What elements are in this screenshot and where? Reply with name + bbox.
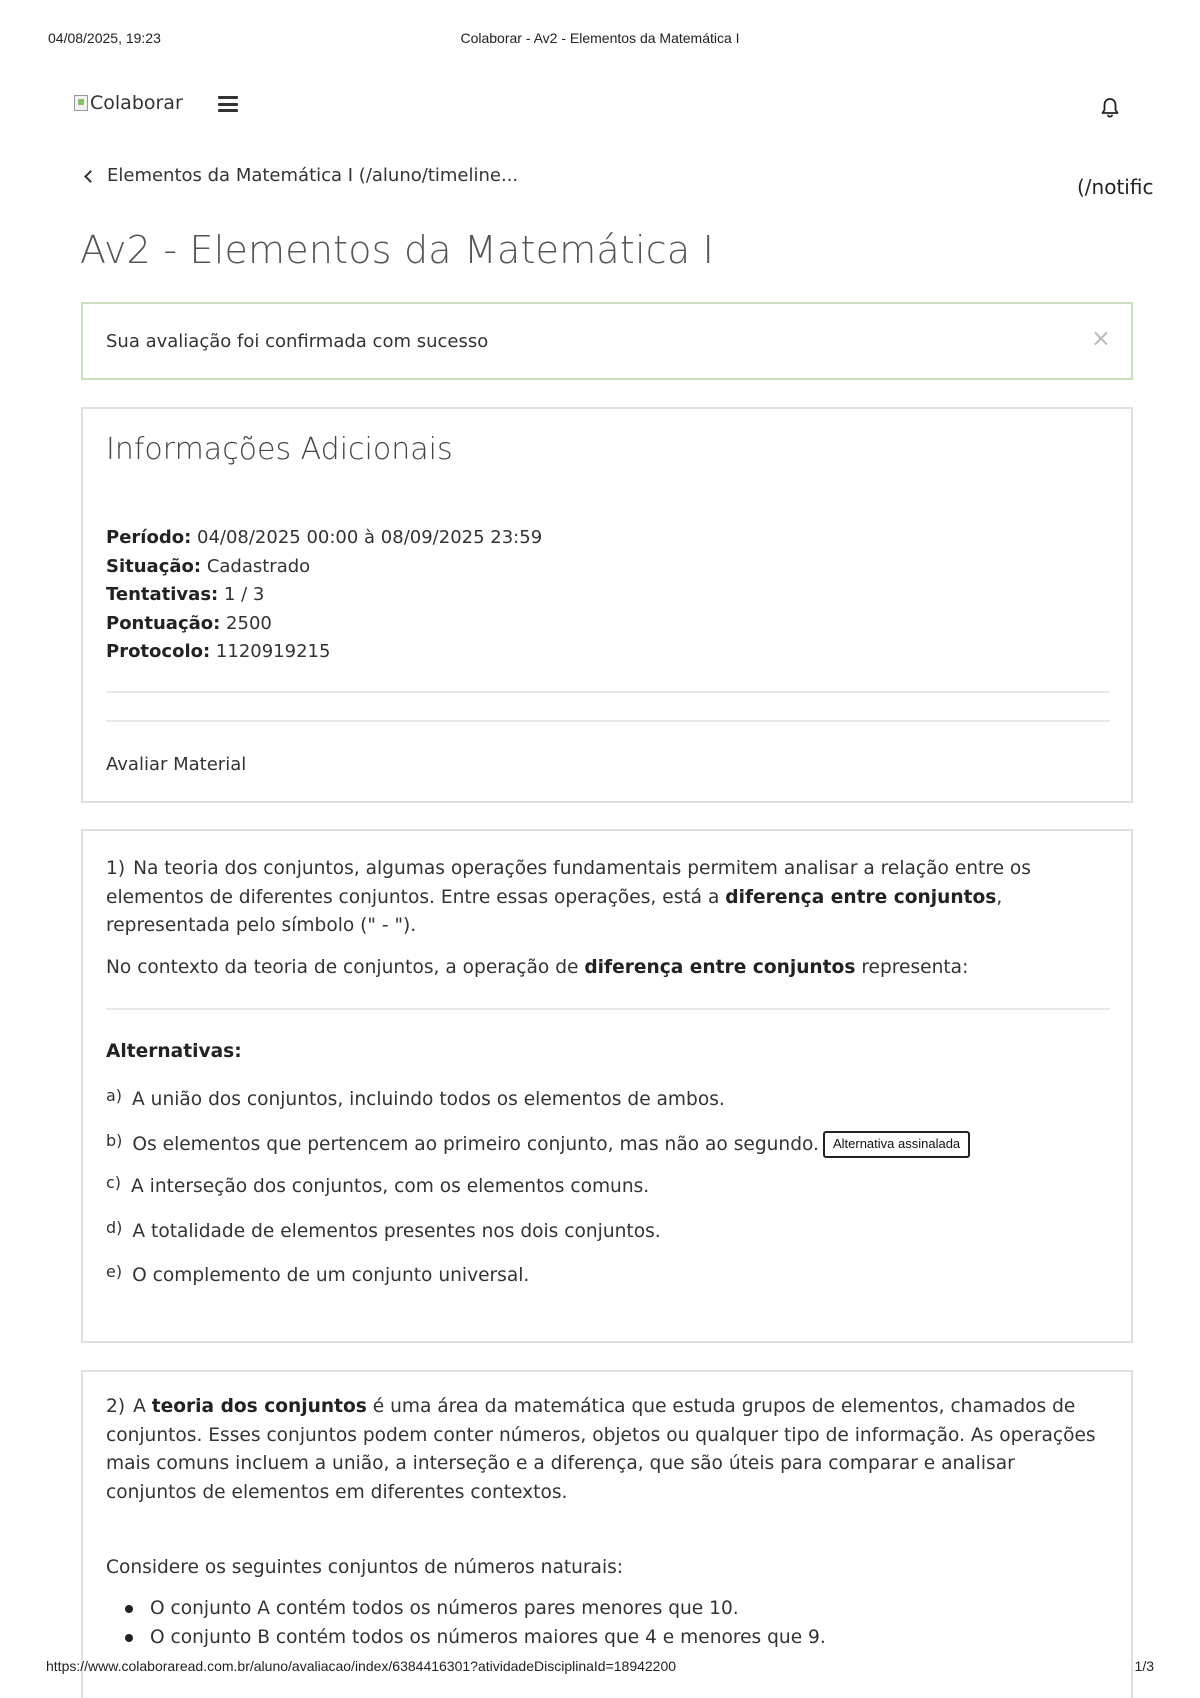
list-item: O conjunto B contém todos os números maiores que 4 e menores que 9. xyxy=(150,1623,826,1652)
alert-message: Sua avaliação foi confirmada com sucesso xyxy=(106,331,489,352)
close-icon[interactable]: × xyxy=(1090,324,1111,352)
breadcrumb-back-link[interactable] xyxy=(86,165,518,186)
question-2-prompt: Considere os seguintes conjuntos de números naturais: xyxy=(106,1557,624,1578)
print-page-number: 1/3 xyxy=(1134,1658,1154,1674)
list-item: O conjunto A contém todos os números pares menores que 10. xyxy=(150,1594,826,1623)
notifications-link-text[interactable]: (/notific xyxy=(1077,175,1154,199)
question-card-2 xyxy=(81,1370,1133,1698)
broken-image-icon xyxy=(74,95,88,111)
page-title: Av2 - Elementos da Matemática I xyxy=(80,228,715,272)
question-1-prompt: No contexto da teoria de conjuntos, a operação de diferença entre conjuntos representa: xyxy=(106,957,969,978)
question-1-text: 1) Na teoria dos conjuntos, algumas operações fundamentais permitem analisar a relação entre os elementos de diferentes conjuntos. Entre essas operações, está a diferença entre conjuntos, representada pelo símbolo (" - "). xyxy=(106,858,1031,936)
avaliar-material-link[interactable]: Avaliar Material xyxy=(106,754,247,775)
info-protocolo: Protocolo: 1120919215 xyxy=(106,641,331,662)
info-tentativas: Tentativas: 1 / 3 xyxy=(106,584,265,605)
print-header xyxy=(48,30,1152,50)
breadcrumb-label: Elementos da Matemática I (/aluno/timeline... xyxy=(107,165,519,186)
alternative-b[interactable]: b) Os elementos que pertencem ao primeiro conjunto, mas não ao segundo. Alternativa assinalada xyxy=(106,1131,970,1158)
colaborar-logo[interactable] xyxy=(74,92,183,114)
success-alert xyxy=(81,302,1133,380)
sets-bullet-list xyxy=(150,1594,826,1652)
info-periodo: Período: 04/08/2025 00:00 à 08/09/2025 23:59 xyxy=(106,527,543,548)
bell-icon[interactable] xyxy=(1098,96,1122,120)
info-pontuacao: Pontuação: 2500 xyxy=(106,612,272,634)
alternative-d[interactable]: d) A totalidade de elementos presentes nos dois conjuntos. xyxy=(106,1218,661,1242)
alternative-c[interactable]: c) A interseção dos conjuntos, com os elementos comuns. xyxy=(106,1173,650,1197)
divider xyxy=(106,1008,1110,1010)
selected-alternative-badge: Alternativa assinalada xyxy=(823,1131,970,1158)
additional-info-card xyxy=(81,407,1133,803)
question-card-1 xyxy=(81,829,1133,1343)
divider xyxy=(106,720,1110,722)
alternative-a[interactable]: a) A união dos conjuntos, incluindo todos os elementos de ambos. xyxy=(106,1086,725,1110)
chevron-left-icon xyxy=(84,170,97,183)
question-number: 2) xyxy=(106,1396,126,1417)
print-url: https://www.colaboraread.com.br/aluno/avaliacao/index/6384416301?atividadeDisciplinaId=18942200 xyxy=(46,1658,677,1674)
question-2-text: 2) A teoria dos conjuntos é uma área da matemática que estuda grupos de elementos, chamados de conjuntos. Esses conjuntos podem conter números, objetos ou qualquer tipo de informação. As operações mais comuns incluem a união, a interseção e a diferença, que são úteis para comparar e analisar conjuntos de elementos em diferentes contextos. xyxy=(106,1396,1096,1503)
print-datetime: 04/08/2025, 19:23 xyxy=(48,30,161,46)
info-title: Informações Adicionais xyxy=(106,432,453,467)
hamburger-icon[interactable] xyxy=(218,96,238,112)
question-number: 1) xyxy=(106,858,126,879)
alternative-e[interactable]: e) O complemento de um conjunto universal. xyxy=(106,1262,530,1286)
print-doc-title: Colaborar - Av2 - Elementos da Matemática I xyxy=(460,30,740,46)
print-footer xyxy=(46,1658,1154,1678)
top-navbar xyxy=(74,90,1122,124)
info-list xyxy=(106,524,542,667)
info-situacao: Situação: Cadastrado xyxy=(106,555,311,577)
divider xyxy=(106,691,1110,693)
logo-alt-text: Colaborar xyxy=(90,92,183,114)
alternatives-title: Alternativas: xyxy=(106,1041,242,1062)
